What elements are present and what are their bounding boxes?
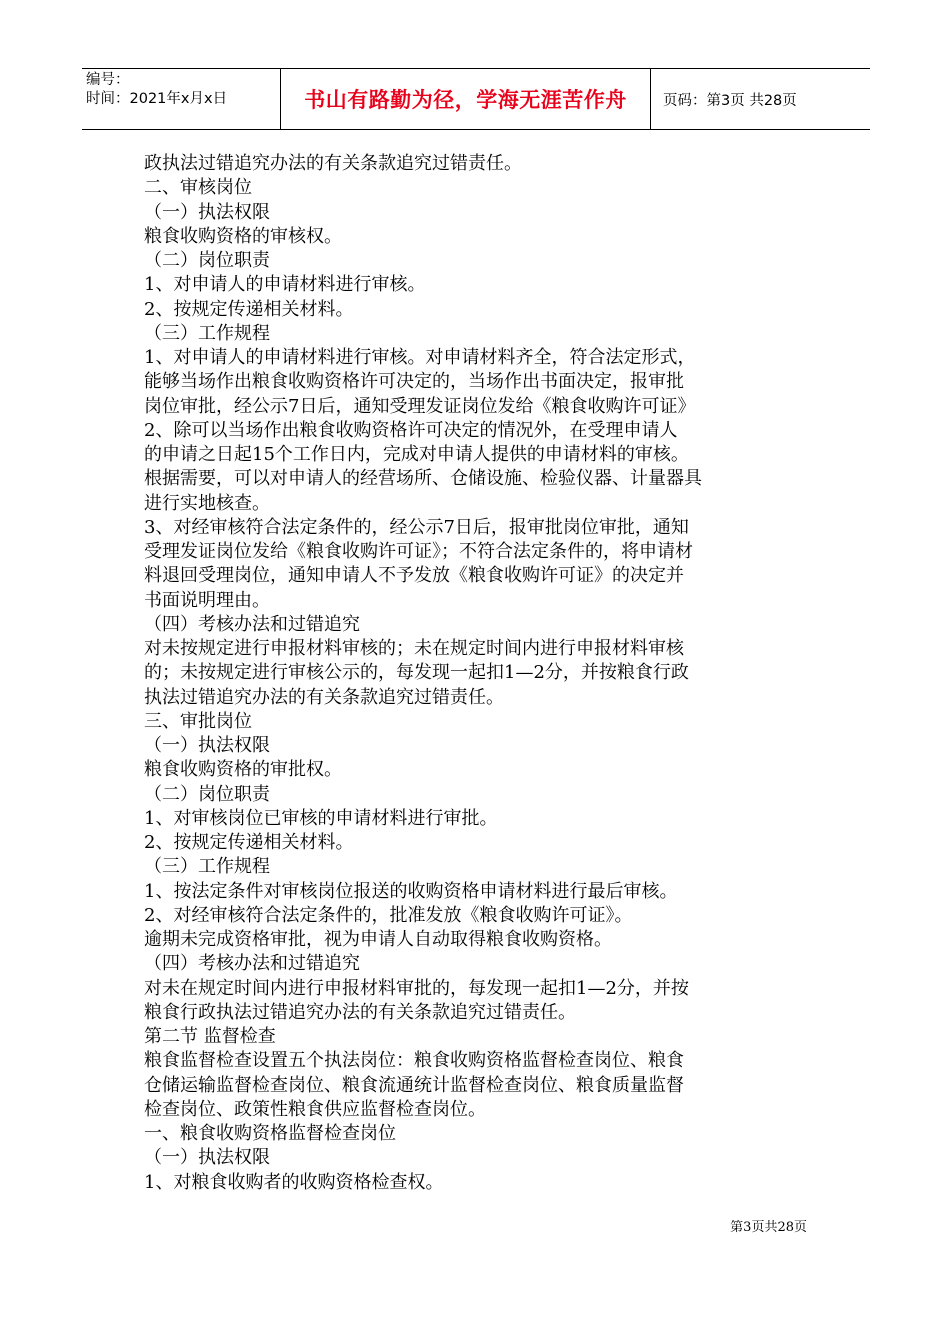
text-line: 三、审批岗位 bbox=[144, 710, 252, 732]
text-line: （一）执法权限 bbox=[144, 201, 270, 223]
text-line: （四）考核办法和过错追究 bbox=[144, 953, 360, 975]
text-line: 的；未按规定进行审核公示的，每发现一起扣1—2分，并按粮食行政 bbox=[144, 662, 689, 684]
header-meta-cell bbox=[82, 69, 281, 129]
text-line: 根据需要，可以对申请人的经营场所、仓储设施、检验仪器、计量器具 bbox=[144, 468, 702, 490]
text-line: 受理发证岗位发给《粮食收购许可证》；不符合法定条件的，将申请材 bbox=[144, 541, 693, 562]
serial-label: 编号： bbox=[86, 72, 130, 88]
text-line: （三）工作规程 bbox=[144, 856, 270, 878]
text-line: 的申请之日起15个工作日内，完成对申请人提供的申请材料的审核。 bbox=[144, 444, 689, 465]
text-line: 执法过错追究办法的有关条款追究过错责任。 bbox=[144, 686, 504, 708]
text-line: 岗位审批，经公示7日后，通知受理发证岗位发给《粮食收购许可证》 bbox=[144, 395, 696, 417]
text-line: 粮食收购资格的审核权。 bbox=[144, 225, 342, 247]
text-line: （三）工作规程 bbox=[144, 322, 270, 344]
text-line: 进行实地核查。 bbox=[144, 492, 270, 514]
text-line: 一、粮食收购资格监督检查岗位 bbox=[144, 1123, 396, 1144]
text-line: 逾期未完成资格审批，视为申请人自动取得粮食收购资格。 bbox=[144, 929, 612, 950]
text-line: 2、对经审核符合法定条件的，批准发放《粮食收购许可证》。 bbox=[144, 904, 633, 926]
text-line: 2、按规定传递相关材料。 bbox=[144, 832, 354, 853]
text-line: 2、按规定传递相关材料。 bbox=[144, 298, 354, 320]
text-line: （二）岗位职责 bbox=[144, 783, 270, 805]
text-line: （四）考核办法和过错追究 bbox=[144, 613, 360, 635]
header-motto: 书山有路勤为径，学海无涯苦作舟 bbox=[281, 69, 651, 129]
text-line: 料退回受理岗位，通知申请人不予发放《粮食收购许可证》的决定并 bbox=[144, 565, 684, 587]
text-line: 1、对申请人的申请材料进行审核。 bbox=[144, 274, 426, 296]
document-body bbox=[144, 152, 814, 1195]
text-line: （一）执法权限 bbox=[144, 1147, 270, 1169]
text-line: 2、除可以当场作出粮食收购资格许可决定的情况外，在受理申请人 bbox=[144, 419, 678, 441]
text-line: 3、对经审核符合法定条件的，经公示7日后，报审批岗位审批，通知 bbox=[144, 516, 689, 538]
footer-page-number: 第3页共28页 bbox=[730, 1220, 807, 1235]
text-line: 粮食行政执法过错追究办法的有关条款追究过错责任。 bbox=[144, 1001, 576, 1023]
text-line: 政执法过错追究办法的有关条款追究过错责任。 bbox=[144, 153, 522, 174]
text-line: 能够当场作出粮食收购资格许可决定的，当场作出书面决定，报审批 bbox=[144, 371, 684, 393]
text-line: （一）执法权限 bbox=[144, 735, 270, 756]
text-line: 检查岗位、政策性粮食供应监督检查岗位。 bbox=[144, 1098, 486, 1120]
page-header bbox=[82, 68, 870, 130]
text-line: 1、对粮食收购者的收购资格检查权。 bbox=[144, 1171, 444, 1193]
text-line: （二）岗位职责 bbox=[144, 250, 270, 271]
text-line: 1、按法定条件对审核岗位报送的收购资格申请材料进行最后审核。 bbox=[144, 880, 678, 902]
header-page-number: 页码：第3页 共28页 bbox=[663, 92, 797, 109]
text-line: 第二节 监督检查 bbox=[144, 1026, 276, 1047]
text-line: 仓储运输监督检查岗位、粮食流通统计监督检查岗位、粮食质量监督 bbox=[144, 1074, 684, 1096]
text-line: 1、对审核岗位已审核的申请材料进行审批。 bbox=[144, 807, 498, 829]
text-line: 书面说明理由。 bbox=[144, 589, 270, 611]
text-line: 粮食收购资格的审批权。 bbox=[144, 759, 342, 781]
text-line: 粮食监督检查设置五个执法岗位：粮食收购资格监督检查岗位、粮食 bbox=[144, 1050, 684, 1072]
text-line: 对未按规定进行申报材料审核的；未在规定时间内进行申报材料审核 bbox=[144, 638, 684, 659]
text-line: 对未在规定时间内进行申报材料审批的，每发现一起扣1—2分，并按 bbox=[144, 977, 689, 999]
text-line: 二、审核岗位 bbox=[144, 177, 252, 199]
text-line: 1、对申请人的申请材料进行审核。对申请材料齐全，符合法定形式， bbox=[144, 347, 696, 368]
date-label: 时间：2021年x月x日 bbox=[86, 91, 228, 107]
